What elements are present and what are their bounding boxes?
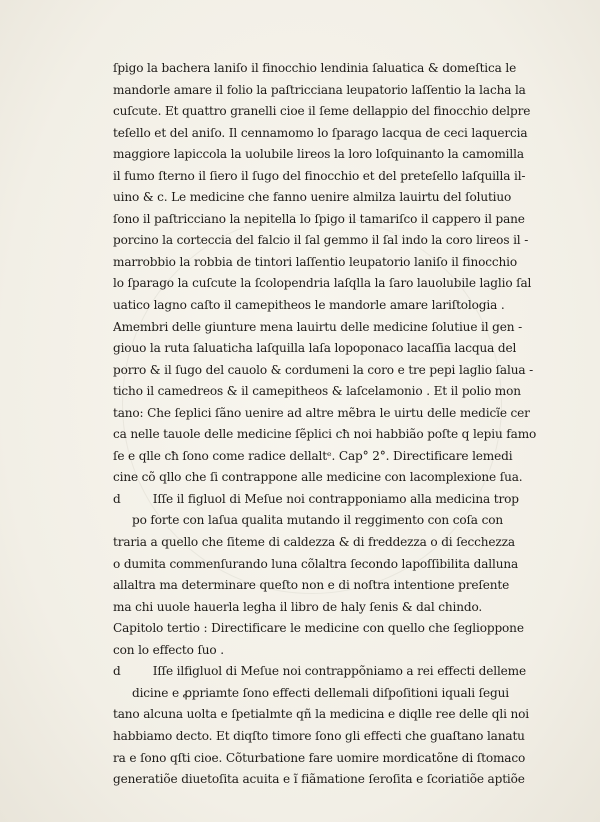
text-line: ra e ſono qſti cioe. Cõturbatione fare uomire mordicatõne di ſtomaco [113,750,526,765]
paragraph-marker: d [113,664,121,679]
text-line: tano: Che ſeplici ſãno uenire ad altre mẽbra le uirtu delle medicĩe cer [113,405,530,420]
text-line: ſpigo la bachera laniſo il finocchio lendinia ſaluatica & domeſtica le [113,61,517,75]
text-line: maggiore lapiccola la uolubile lireos la loro loſquinanto la camomilla [113,147,524,162]
text-line: allaltra ma determinare queſto non e di noſtra intentione preſente [113,578,510,593]
text-line-with-marker [113,661,543,683]
text-line: o dumita commenſurando luna cõlaltra ſecondo lapoſſibilita dalluna [113,556,519,571]
text-line: ſe e qlle cħ ſono come radice dellaltᵉ. Cap° 2°. Directificare lemedi [113,448,513,463]
text-line: porro & il ſugo del cauolo & cordumeni la coro e tre pepi laglio ſalua - [113,362,534,377]
text-line: dicine e ꝓpriamte ſono effecti dellemali diſpoſitioni iquali ſegui [132,685,509,700]
text-line: ticho il camedreos & il camepitheos & laſcelamonio . Et il polio mon [113,384,521,399]
text-line: lo ſparago la cuſcute la ſcolopendria laſqlla la ſaro lauolubile laglio ſal [113,276,532,291]
text-line: teſello et del aniſo. Il cennamomo lo ſparago lacqua de ceci laquercia [113,125,528,140]
text-line: ca nelle tauole delle medicine ſẽplici cħ noi habbião poſte q lepiu famo [113,427,537,442]
text-line: ſono il paſtricciano la nepitella lo ſpigo il tamariſco il cappero il pane [113,211,525,226]
paragraph-marker: d [113,491,121,506]
text-block [113,58,543,791]
text-line: Amembri delle giunture mena lauirtu delle medicine ſolutiue il gen - [113,319,523,334]
text-line: con lo effecto ſuo . [113,642,224,657]
text-line-with-marker [113,489,543,511]
text-line: traria a quello che ſiteme di caldezza & di freddezza o di ſecchezza [113,535,515,550]
text-line: uino & c. Le medicine che fanno uenire almilza lauirtu del ſolutiuo [113,190,512,205]
text-line: uatico lagno caſto il camepitheos le mandorle amare lariſtologia . [113,298,505,313]
text-line: giouo la ruta ſaluaticha laſquilla laſa lopoponaco lacaſſia lacqua del [113,341,517,356]
text-line: tano alcuna uolta e ſpetialmte qñ la medicina e diqlle ree delle qli noi [113,707,529,722]
text-line: il fumo ſterno il ſiero il ſugo del finocchio et del preteſello laſquilla il- [113,168,526,183]
text-line: generatiõe diuetoſita acuita e ĩ fiãmatione ſeroſita e ſcoriatiõe aptiõe [113,772,525,787]
text-line: cine cõ qllo che ſi contrappone alle medicine con lacomplexione ſua. [113,470,523,485]
text-line: mandorle amare il folio la paſtricciana leupatorio laſſentio la lacha la [113,82,526,97]
text-line: po forte con laſua qualita mutando il reggimento con coſa con [132,513,503,528]
text-line: Iſſe ilfigluol di Meſue noi contrappõniamo a rei effecti delleme [152,664,526,679]
text-line: porcino la corteccia del falcio il ſal gemmo il ſal indo la coro lireos il - [113,233,529,248]
text-line: Capitolo tertio : Directificare le medicine con quello che ſeglioppone [113,621,524,636]
text-line: Iſſe il figluol di Meſue noi contrapponiamo alla medicina trop [152,491,519,506]
text-line: marrobbio la robbia de tintori laſſentio leupatorio laniſo il finocchio [113,254,517,269]
text-line: cuſcute. Et quattro granelli cioe il ſeme dellappio del finocchio delpre [113,104,531,119]
text-line: habbiamo decto. Et diqſto timore ſono gli effecti che guaſtano lanatu [113,728,525,743]
text-line: ma chi uuole hauerla legha il libro de haly ſenis & dal chindo. [113,599,483,614]
